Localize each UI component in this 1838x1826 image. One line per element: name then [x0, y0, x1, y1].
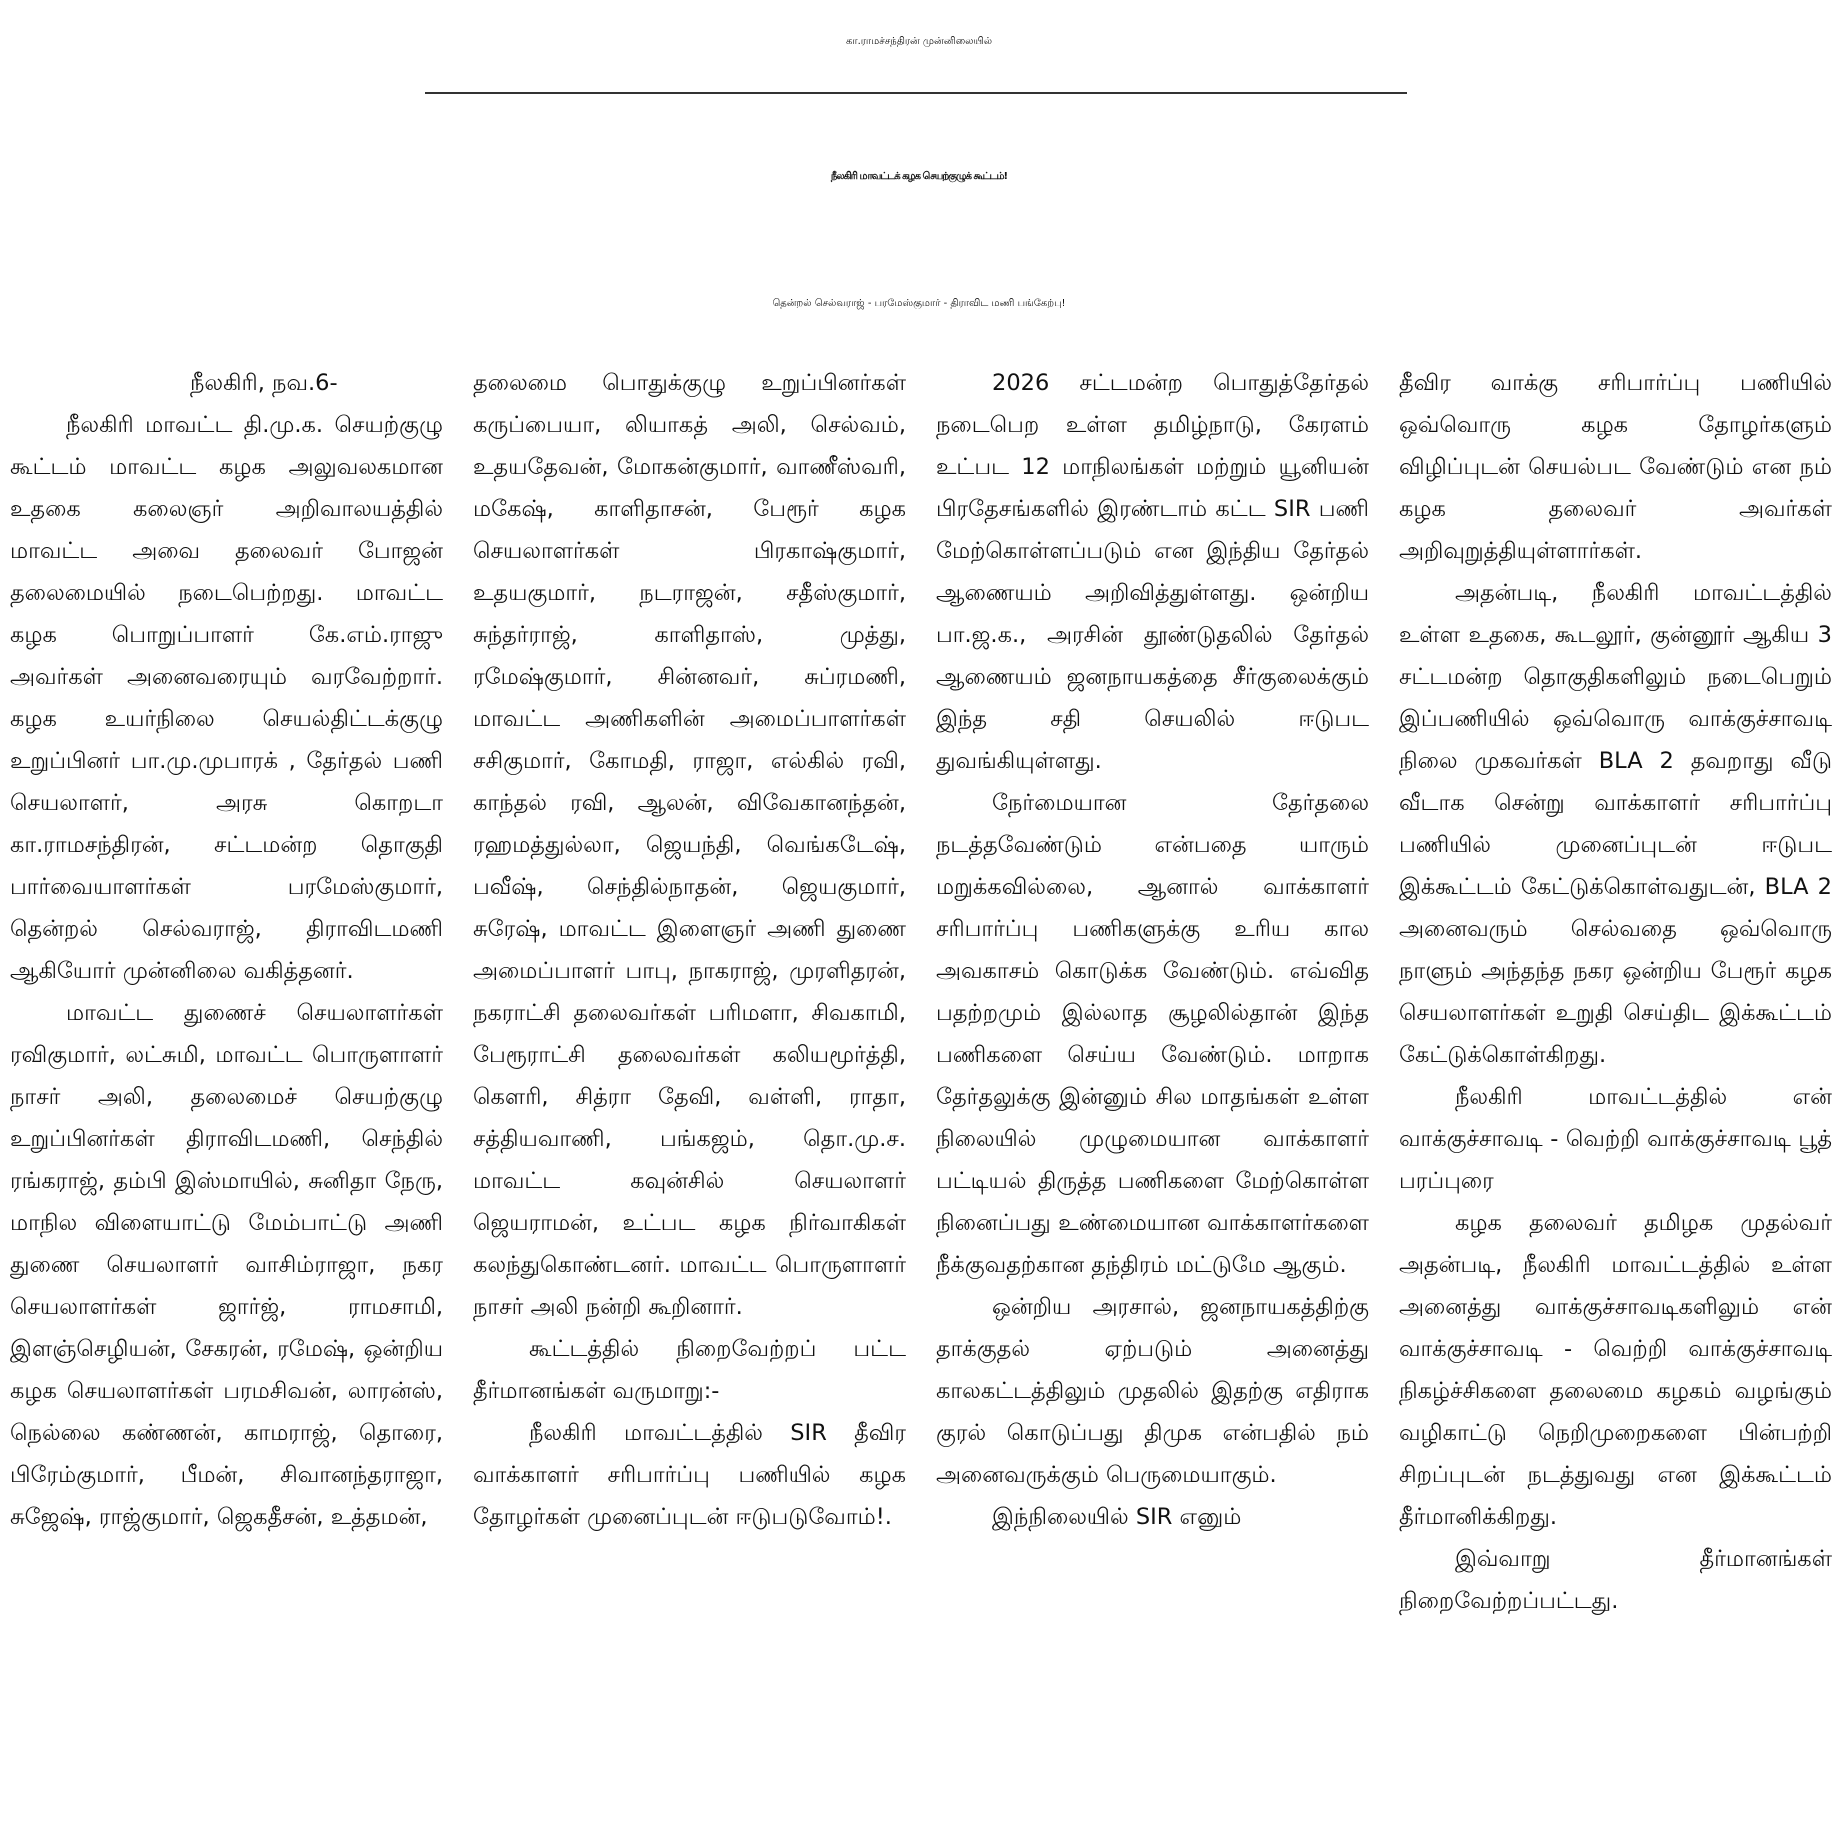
column-1	[10, 362, 443, 1822]
paragraph: ஒன்றிய அரசால், ஜனநாயகத்திற்கு தாக்குதல் ஏற்படும் அனைத்து காலகட்டத்திலும் முதலில் இதற்கு எதிராக குரல் கொடுப்பது திமுக என்பதில் நம் அனைவருக்கும் பெருமையாகும்.	[936, 1294, 1369, 1488]
paragraph: நேர்மையான தேர்தலை நடத்தவேண்டும் என்பதை யாரும் மறுக்கவில்லை, ஆனால் வாக்காளர் சரிபார்ப்பு பணிகளுக்கு உரிய கால அவகாசம் கொடுக்க வேண்டும். எவ்வித பதற்றமும் இல்லாத சூழலில்தான் இந்த பணிகளை செய்ய வேண்டும். மாறாக தேர்தலுக்கு இன்னும் சில மாதங்கள் உள்ள நிலையில் முழுமையான வாக்காளர் பட்டியல் திருத்த பணிகளை மேற்கொள்ள நினைப்பது உண்மையான வாக்காளர்களை நீக்குவதற்கான தந்திரம் மட்டுமே ஆகும்.	[936, 790, 1369, 1278]
paragraph: 2026 சட்டமன்ற பொதுத்தேர்தல் நடைபெற உள்ள தமிழ்நாடு, கேரளம் உட்பட 12 மாநிலங்கள் மற்றும் யூனியன் பிரதேசங்களில் இரண்டாம் கட்ட SIR பணி மேற்கொள்ளப்படும் என இந்திய தேர்தல் ஆணையம் அறிவித்துள்ளது. ஒன்றிய பா.ஜ.க., அரசின் தூண்டுதலில் தேர்தல் ஆணையம் ஜனநாயகத்தை சீர்குலைக்கும் இந்த சதி செயலில் ஈடுபட துவங்கியுள்ளது.	[936, 370, 1369, 774]
paragraph: நீலகிரி மாவட்ட தி.மு.க. செயற்குழு கூட்டம் மாவட்ட கழக அலுவலகமான உதகை கலைஞர் அறிவாலயத்தில் மாவட்ட அவை தலைவர் போஜன் தலைமையில் நடைபெற்றது. மாவட்ட கழக பொறுப்பாளர் கே.எம்.ராஜு அவர்கள் அனைவரையும் வரவேற்றார். கழக உயர்நிலை செயல்திட்டக்குழு உறுப்பினர் பா.மு.முபாரக் , தேர்தல் பணி செயலாளர், அரசு கொறடா கா.ராமசந்திரன், சட்டமன்ற தொகுதி பார்வையாளர்கள் பரமேஸ்குமார், தென்றல் செல்வராஜ், திராவிடமணி ஆகியோர் முன்னிலை வகித்தனர்.	[10, 412, 443, 984]
kicker-line: கா.ராமச்சந்திரன் முன்னிலையில்	[845, 36, 993, 47]
paragraph: அதன்படி, நீலகிரி மாவட்டத்தில் உள்ள உதகை, கூடலூர், குன்னூர் ஆகிய 3 சட்டமன்ற தொகுதிகளிலும் நடைபெறும் இப்பணியில் ஒவ்வொரு வாக்குச்சாவடி நிலை முகவர்கள் BLA 2 தவறாது வீடு வீடாக சென்று வாக்காளர் சரிபார்ப்பு பணியில் முனைப்புடன் ஈடுபட இக்கூட்டம் கேட்டுக்கொள்வதுடன், BLA 2 அனைவரும் செல்வதை ஒவ்வொரு நாளும் அந்தந்த நகர ஒன்றிய பேரூர் கழக செயலாளர்கள் உறுதி செய்திட இக்கூட்டம் கேட்டுக்கொள்கிறது.	[1399, 580, 1832, 1068]
column-4	[1399, 362, 1832, 1822]
resolutions-intro: கூட்டத்தில் நிறைவேற்றப் பட்ட தீர்மானங்கள் வருமாறு:-	[473, 1336, 906, 1404]
paragraph: மாவட்ட துணைச் செயலாளர்கள் ரவிகுமார், லட்சுமி, மாவட்ட பொருளாளர் நாசர் அலி, தலைமைச் செயற்குழு உறுப்பினர்கள் திராவிடமணி, செந்தில் ரங்கராஜ், தம்பி இஸ்மாயில், சுனிதா நேரு, மாநில விளையாட்டு மேம்பாட்டு அணி துணை செயலாளர் வாசிம்ராஜா, நகர செயலாளர்கள் ஜார்ஜ், ராமசாமி, இளஞ்செழியன், சேகரன், ரமேஷ், ஒன்றிய கழக செயலாளர்கள் பரமசிவன், லாரன்ஸ், நெல்லை கண்ணன், காமராஜ், தொரை, பிரேம்குமார், பீமன், சிவானந்தராஜா, சுஜேஷ், ராஜ்குமார், ஜெகதீசன், உத்தமன்,	[10, 1000, 443, 1530]
closing-line: இவ்வாறு தீர்மானங்கள் நிறைவேற்றப்பட்டது.	[1399, 1546, 1832, 1614]
resolution-heading: நீலகிரி மாவட்டத்தில் என் வாக்குச்சாவடி - வெற்றி வாக்குச்சாவடி பூத் பரப்புரை	[1399, 1084, 1832, 1194]
paragraph: இந்நிலையில் SIR எனும்	[992, 1504, 1242, 1530]
article-body	[10, 362, 1832, 1822]
paragraph: கழக தலைவர் தமிழக முதல்வர் அதன்படி, நீலகிரி மாவட்டத்தில் உள்ள அனைத்து வாக்குச்சாவடிகளிலும் என் வாக்குச்சாவடி - வெற்றி வாக்குச்சாவடி நிகழ்ச்சிகளை தலைமை கழகம் வழங்கும் வழிகாட்டு நெறிமுறைகளை பின்பற்றி சிறப்புடன் நடத்துவது என இக்கூட்டம் தீர்மானிக்கிறது.	[1399, 1210, 1832, 1530]
headline: நீலகிரி மாவட்டக் கழக செயற்குழுக் கூட்டம்!	[830, 171, 1008, 182]
column-3	[936, 362, 1369, 1822]
resolution-heading: நீலகிரி மாவட்டத்தில் SIR தீவிர வாக்காளர் சரிபார்ப்பு பணியில் கழக தோழர்கள் முனைப்புடன் ஈடுபடுவோம்!.	[473, 1420, 906, 1530]
kicker-divider	[425, 92, 1407, 94]
subheadline: தென்றல் செல்வராஜ் - பரமேஸ்குமார் - திராவிட மணி பங்கேற்பு!	[772, 298, 1066, 309]
paragraph: தீவிர வாக்கு சரிபார்ப்பு பணியில் ஒவ்வொரு கழக தோழர்களும் விழிப்புடன் செயல்பட வேண்டும் என நம் கழக தலைவர் அவர்கள் அறிவுறுத்தியுள்ளார்கள்.	[1399, 370, 1832, 564]
column-2	[473, 362, 906, 1822]
dateline: நீலகிரி, நவ.6-	[190, 370, 338, 396]
paragraph: தலைமை பொதுக்குழு உறுப்பினர்கள் கருப்பையா, லியாகத் அலி, செல்வம், உதயதேவன், மோகன்குமார், வாணீஸ்வரி, மகேஷ், காளிதாசன், பேரூர் கழக செயலாளர்கள் பிரகாஷ்குமார், உதயகுமார், நடராஜன், சதீஸ்குமார், சுந்தர்ராஜ், காளிதாஸ், முத்து, ரமேஷ்குமார், சின்னவர், சுப்ரமணி, மாவட்ட அணிகளின் அமைப்பாளர்கள் சசிகுமார், கோமதி, ராஜா, எல்கில் ரவி, காந்தல் ரவி, ஆலன், விவேகானந்தன், ரஹமத்துல்லா, ஜெயந்தி, வெங்கடேஷ், பவீஷ், செந்தில்நாதன், ஜெயகுமார், சுரேஷ், மாவட்ட இளைஞர் அணி துணை அமைப்பாளர் பாபு, நாகராஜ், முரளிதரன், நகராட்சி தலைவர்கள் பரிமளா, சிவகாமி, பேரூராட்சி தலைவர்கள் கலியமூர்த்தி, கௌரி, சித்ரா தேவி, வள்ளி, ராதா, சத்தியவாணி, பங்கஜம், தொ.மு.ச. மாவட்ட கவுன்சில் செயலாளர் ஜெயராமன், உட்பட கழக நிர்வாகிகள் கலந்துகொண்டனர். மாவட்ட பொருளாளர் நாசர் அலி நன்றி கூறினார்.	[473, 370, 906, 1320]
